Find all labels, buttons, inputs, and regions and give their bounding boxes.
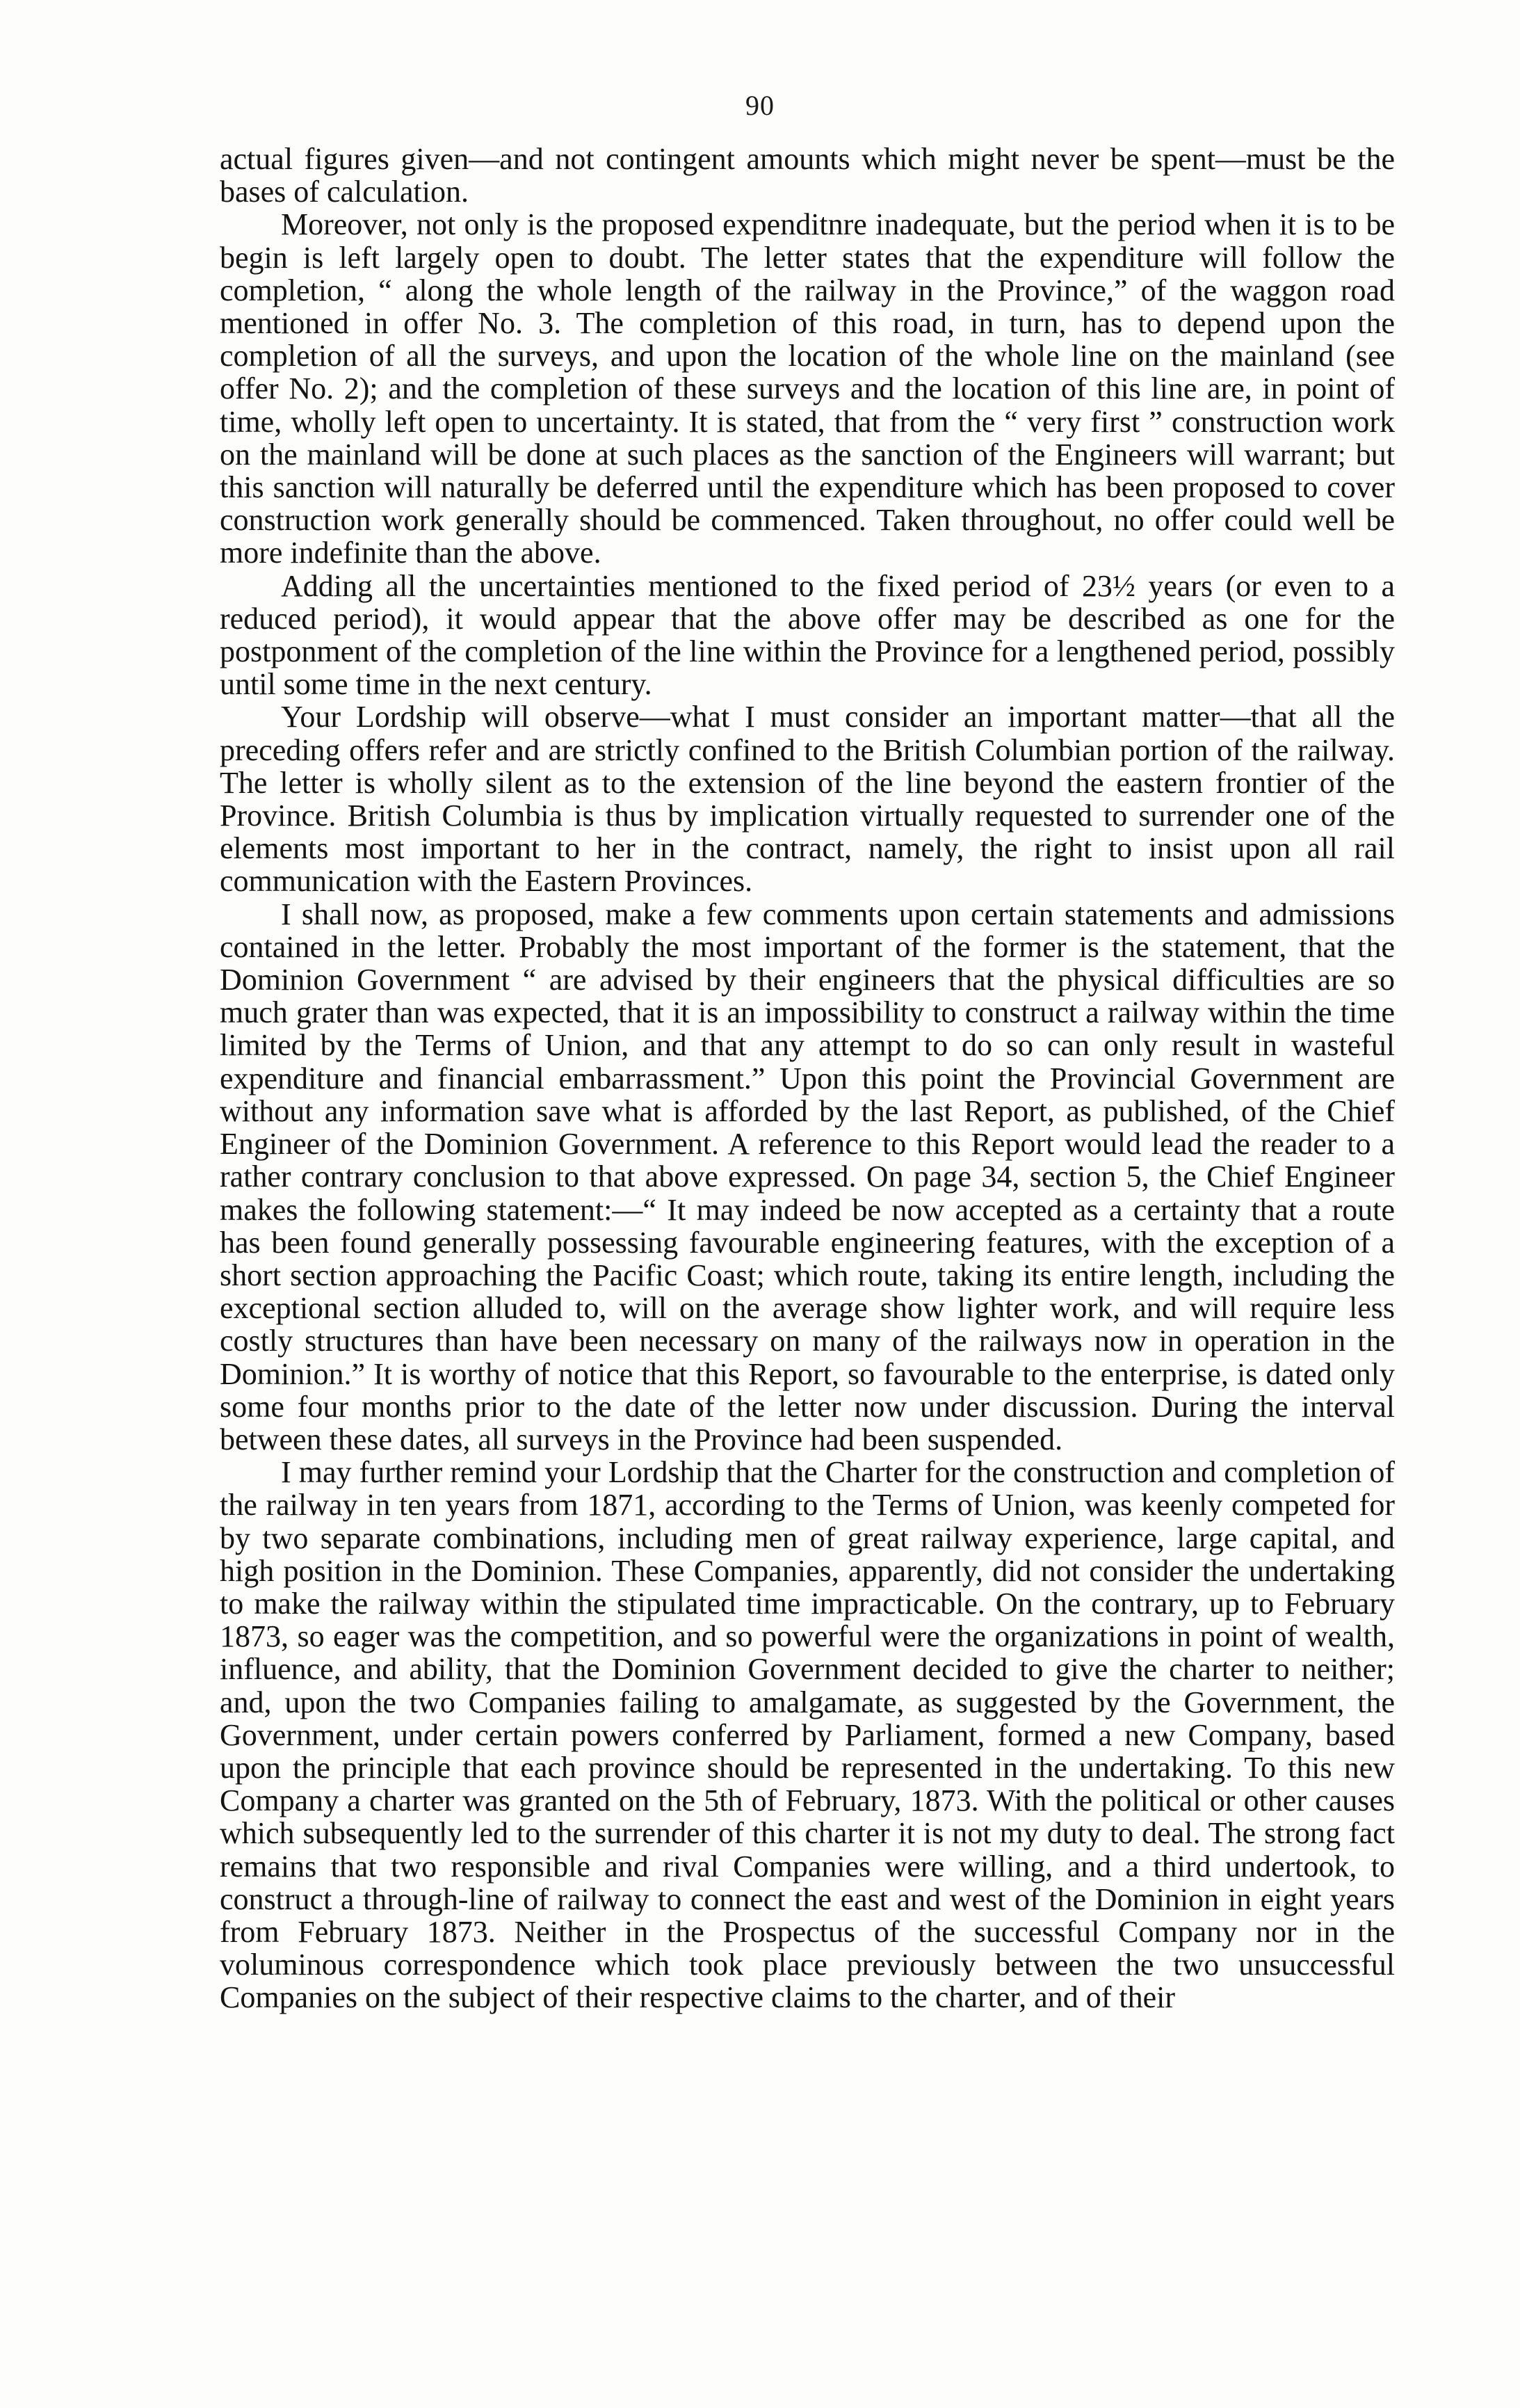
paragraph: I may further remind your Lordship that the Charter for the construction and completion of the railway in ten years from 1871, according to the Terms of Union, was keenly competed for by two separate combinations, including men of great railway experience, large capital, and high position in the Dominion. These Companies, apparently, did not consider the undertaking to make the railway within the stipulated time impracticable. On the contrary, up to February 1873, so eager was the competition, and so powerful were the organizations in point of wealth, influence, and ability, that the Dominion Government decided to give the charter to neither; and, upon the two Companies failing to amalgamate, as suggested by the Government, the Government, under certain powers conferred by Parliament, formed a new Company, based upon the principle that each province should be represented in the undertaking. To this new Company a charter was granted on the 5th of February, 1873. With the political or other causes which subsequently led to the surrender of this charter it is not my duty to deal. The strong fact remains that two responsible and rival Companies were willing, and a third undertook, to construct a through-line of railway to connect the east and west of the Dominion in eight years from February 1873. Neither in the Prospectus of the successful Company nor in the voluminous correspondence which took place previously between the two unsuccessful Companies on the subject of their respective claims to the charter, and of their: [220, 1455, 1395, 2015]
page-number: 90: [745, 90, 775, 121]
paragraph: I shall now, as proposed, make a few comments upon certain statements and admissions contained in the letter. Probably the most important of the former is the statement, that the Dominion Government “ are advised by their engineers that the physical difficulties are so much grater than was expected, that it is an impossibility to construct a railway within the time limited by the Terms of Union, and that any attempt to do so can only result in wasteful expenditure and financial embarrassment.” Upon this point the Provincial Government are without any information save what is afforded by the last Report, as published, of the Chief Engineer of the Dominion Government. A reference to this Report would lead the reader to a rather contrary conclusion to that above expressed. On page 34, section 5, the Chief Engineer makes the following statement:—“ It may indeed be now accepted as a certainty that a route has been found generally possessing favourable engineering features, with the exception of a short section approaching the Pacific Coast; which route, taking its entire length, including the exceptional section alluded to, will on the average show lighter work, and will require less costly structures than have been necessary on many of the railways now in operation in the Dominion.” It is worthy of notice that this Report, so favourable to the enterprise, is dated only some four months prior to the date of the letter now under discussion. During the interval between these dates, all surveys in the Province had been suspended.: [220, 897, 1395, 1456]
paragraph: Your Lordship will observe—what I must consider an important matter—that all the preceding offers refer and are strictly confined to the British Columbian portion of the railway. The letter is wholly silent as to the extension of the line beyond the eastern frontier of the Province. British Columbia is thus by implication virtually requested to surrender one of the elements most important to her in the contract, namely, the right to insist upon all rail communication with the Eastern Provinces.: [220, 700, 1395, 899]
body-text: [220, 143, 1395, 2014]
paragraph-continued: actual figures given—and not contingent amounts which might never be spent—must be the bases of calculation.: [220, 142, 1395, 209]
paragraph: Adding all the uncertainties mentioned to the fixed period of 23½ years (or even to a reduced period), it would appear that the above offer may be described as one for the postponment of the completion of the line within the Province for a lengthened period, possibly until some time in the next century.: [220, 568, 1395, 702]
paragraph: Moreover, not only is the proposed expenditnre inadequate, but the period when it is to be begin is left largely open to doubt. The letter states that the expenditure will follow the completion, “ along the whole length of the railway in the Province,” of the waggon road mentioned in offer No. 3. The completion of this road, in turn, has to depend upon the completion of all the surveys, and upon the location of the whole line on the mainland (see offer No. 2); and the completion of these surveys and the location of this line are, in point of time, wholly left open to uncertainty. It is stated, that from the “ very first ” construction work on the mainland will be done at such places as the sanction of the Engineers will warrant; but this sanction will naturally be deferred until the expenditure which has been proposed to cover construction work generally should be commenced. Taken throughout, no offer could well be more indefinite than the above.: [220, 207, 1395, 570]
